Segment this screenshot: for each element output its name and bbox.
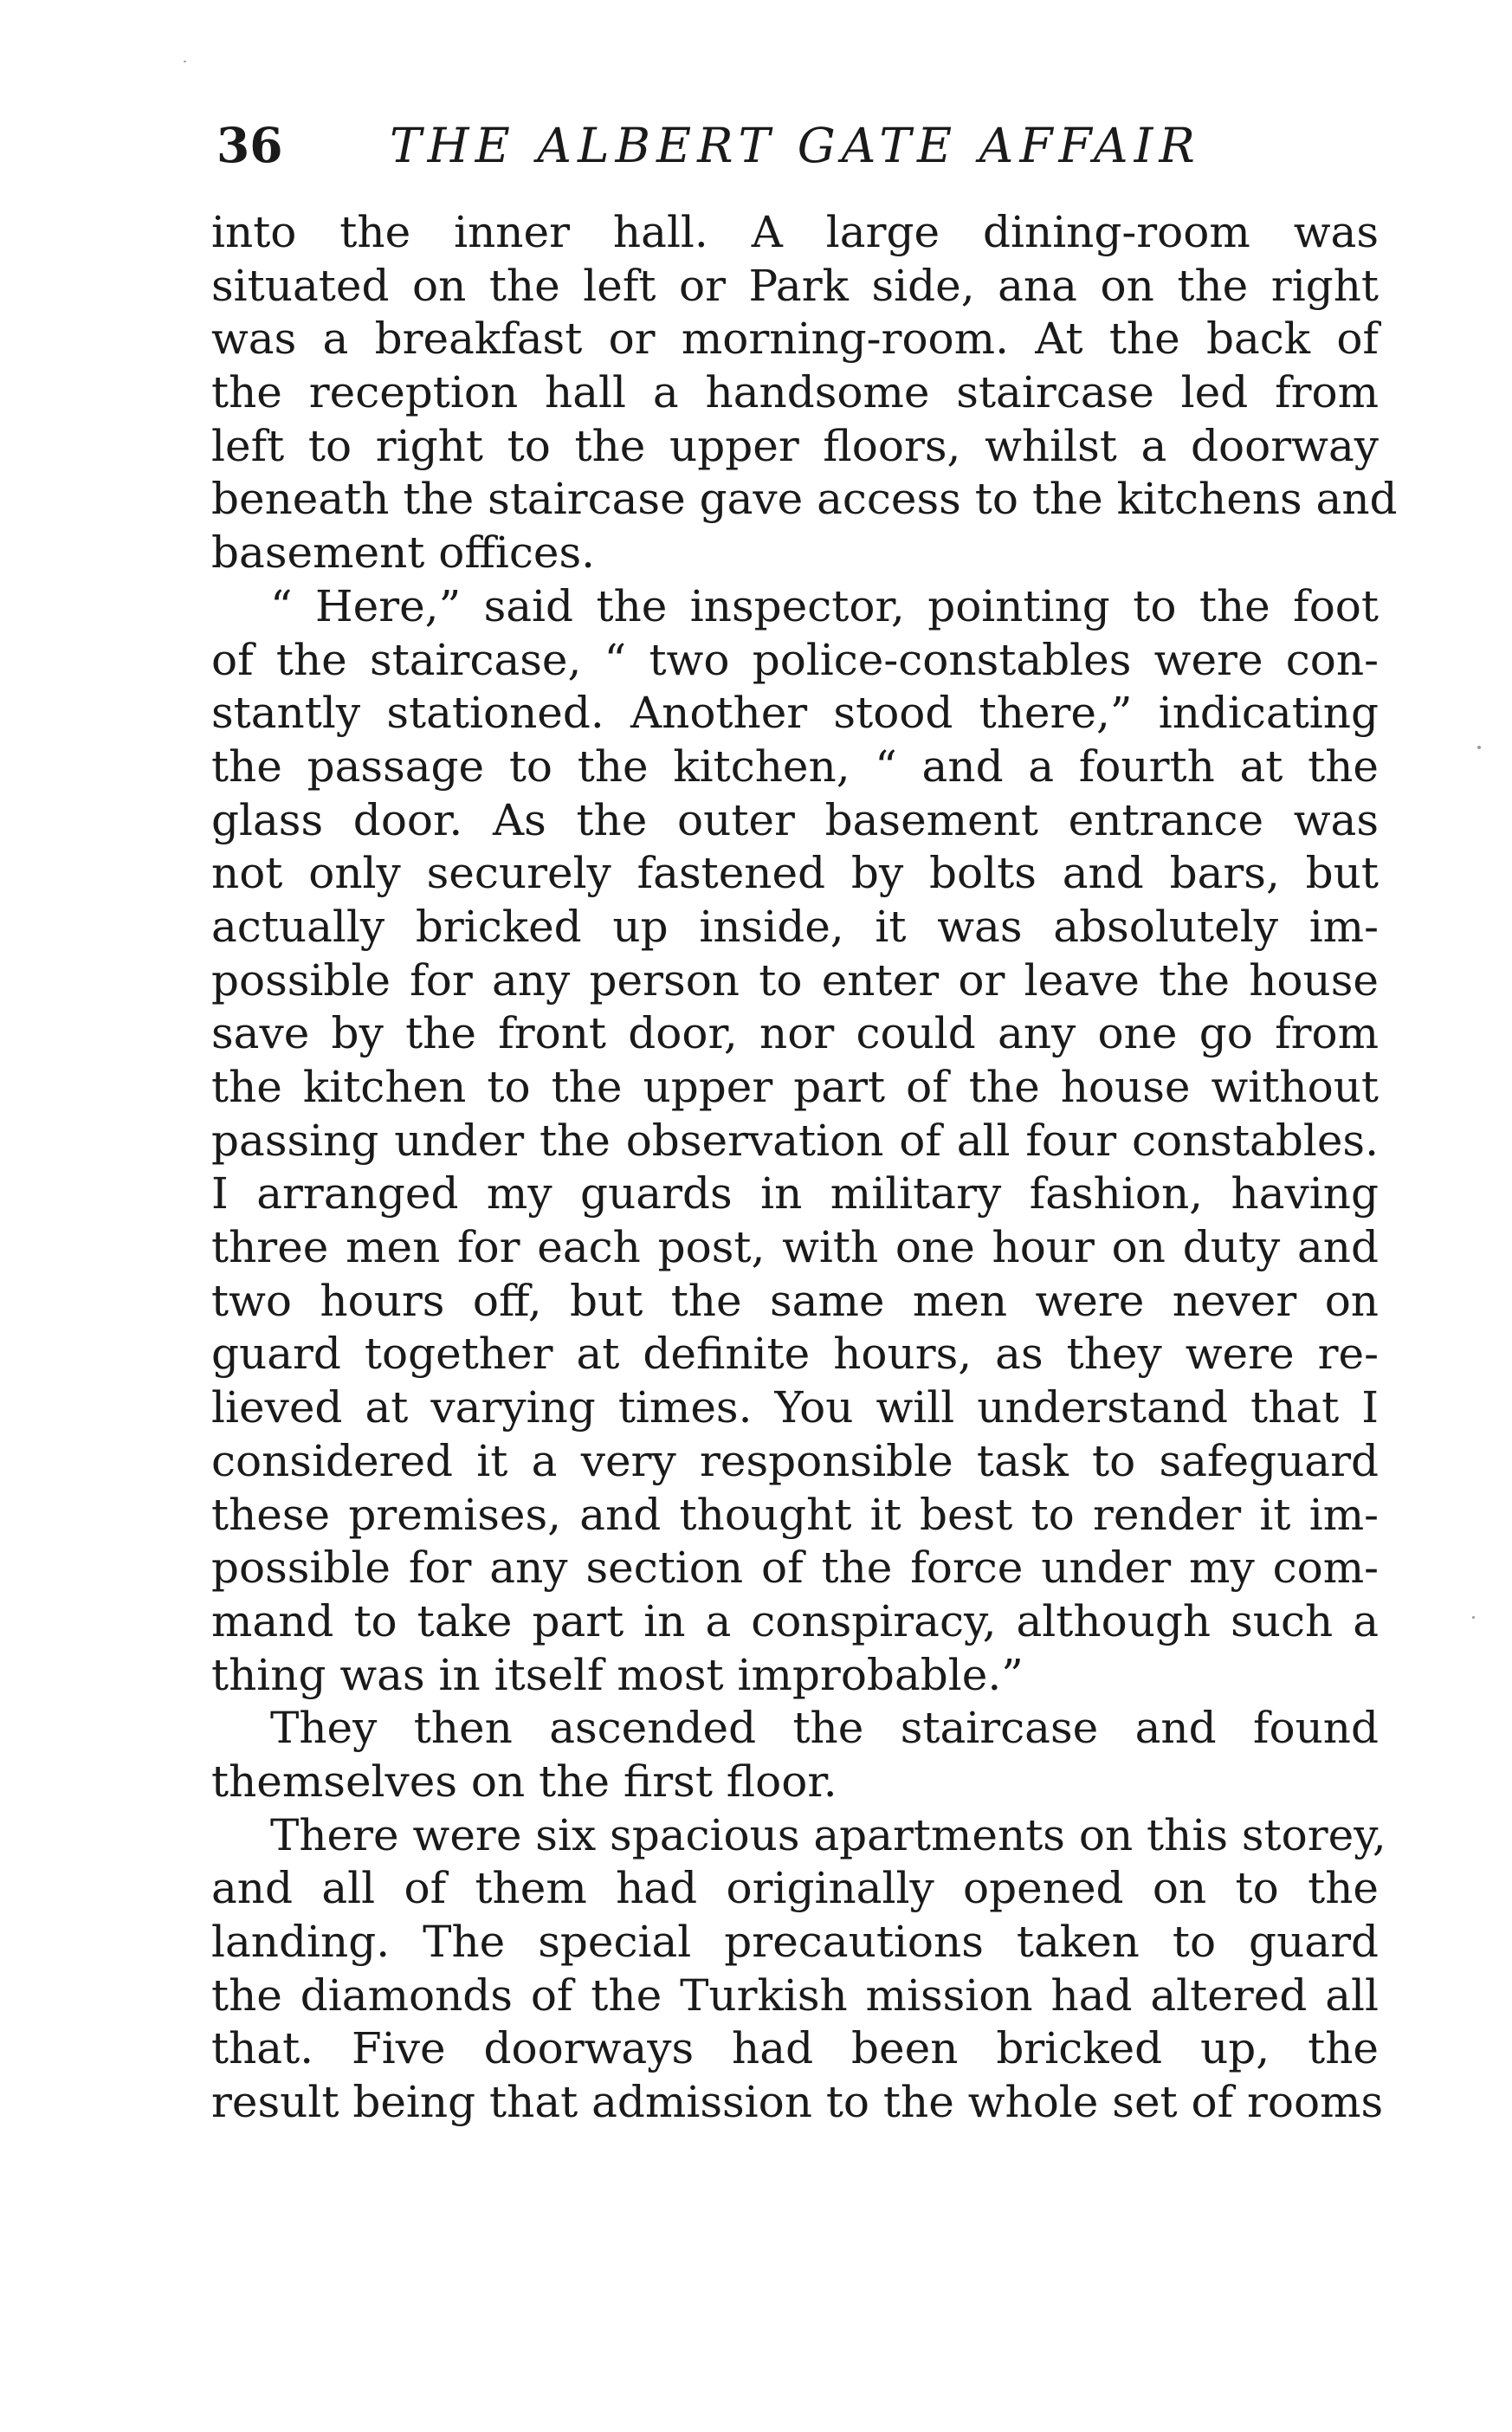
text-line: actually bricked up inside, it was absolutely im- (211, 901, 1379, 952)
text-line: result being that admission to the whole set of rooms (211, 2077, 1384, 2128)
text-line: was a breakfast or morning-room. At the back of (211, 314, 1379, 365)
text-line: save by the front door, nor could any one go from (211, 1008, 1379, 1059)
text-line: possible for any section of the force under my com- (211, 1543, 1379, 1594)
text-line: that. Five doorways had been bricked up, the (211, 2023, 1379, 2074)
scan-speck (1472, 1616, 1475, 1619)
text-line: glass door. As the outer basement entrance was (211, 794, 1379, 845)
text-line: thing was in itself most improbable.” (211, 1649, 1024, 1700)
scan-speck (184, 61, 186, 62)
text-line: considered it a very responsible task to safeguard (211, 1435, 1379, 1486)
text-line: these premises, and thought it best to render it im- (211, 1489, 1379, 1540)
body-text (211, 206, 1398, 2130)
text-line: into the inner hall. A large dining-room was (211, 207, 1379, 257)
text-line: the diamonds of the Turkish mission had altered all (211, 1970, 1379, 2021)
text-line: three men for each post, with one hour on duty and (211, 1222, 1379, 1273)
text-line: beneath the staircase gave access to the kitchens and (211, 474, 1398, 525)
running-head (216, 111, 1377, 180)
text-line: themselves on the first floor. (211, 1756, 837, 1807)
page-number: 36 (216, 117, 283, 173)
text-line: guard together at definite hours, as they were re- (211, 1329, 1379, 1380)
text-line: lieved at varying times. You will understand that I (211, 1382, 1379, 1433)
text-line: situated on the left or Park side, ana on the right (211, 260, 1379, 311)
text-line: two hours off, but the same men were never on (211, 1275, 1379, 1326)
text-line: passing under the observation of all four constables. (211, 1115, 1379, 1166)
text-line: and all of them had originally opened on to the (211, 1863, 1379, 1914)
text-line: possible for any person to enter or leave the house (211, 954, 1379, 1006)
text-line: mand to take part in a conspiracy, although such a (211, 1595, 1379, 1646)
text-line: left to right to the upper floors, whilst a doorway (211, 420, 1379, 471)
text-line: of the staircase, “ two police-constables were con- (211, 634, 1379, 685)
text-line: I arranged my guards in military fashion, having (211, 1168, 1379, 1219)
text-line: basement offices. (211, 527, 596, 579)
text-line: the kitchen to the upper part of the house without (211, 1062, 1379, 1112)
text-line: landing. The special precautions taken to guard (211, 1917, 1379, 1967)
paragraph-start-line: “ Here,” said the inspector, pointing to the foot (270, 580, 1379, 631)
paragraph-start-line: They then ascended the staircase and found (270, 1703, 1379, 1754)
scan-speck (1477, 746, 1481, 749)
book-title: THE ALBERT GATE AFFAIR (390, 118, 1201, 173)
paragraph-start-line: There were six spacious apartments on this storey, (270, 1809, 1386, 1860)
text-line: stantly stationed. Another stood there,” indicating (211, 688, 1379, 739)
text-line: the passage to the kitchen, “ and a fourth at the (211, 741, 1379, 792)
text-line: the reception hall a handsome staircase led from (211, 367, 1379, 418)
text-line: not only securely fastened by bolts and bars, but (211, 848, 1379, 899)
